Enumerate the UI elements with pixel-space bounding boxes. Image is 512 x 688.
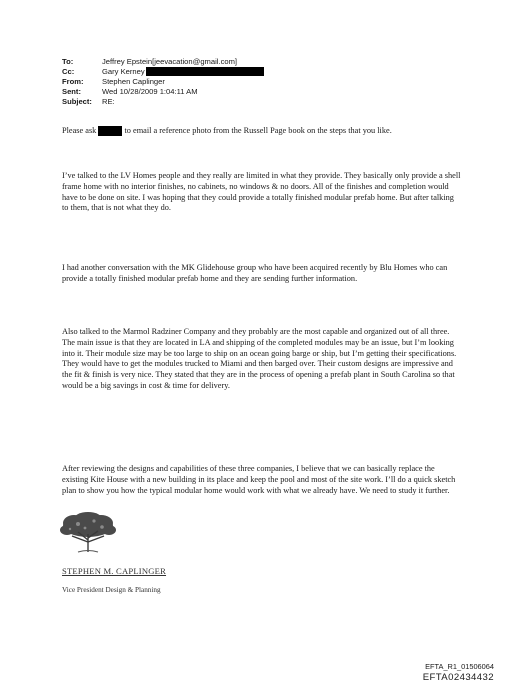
email-header <box>62 57 264 107</box>
sent-row <box>62 87 264 97</box>
bates-number-small: EFTA_R1_01506064 <box>425 662 494 671</box>
subject-value: RE: <box>102 97 115 106</box>
cc-row <box>62 67 264 77</box>
paragraph-1 <box>62 126 392 137</box>
signature-title: Vice President Design & Planning <box>62 586 161 594</box>
oak-tree-icon <box>60 512 116 554</box>
paragraph-3: I had another conversation with the MK Glidehouse group who have been acquired recently by Blu Homes who can provide a totally finished modular prefab home and they are sending further information. <box>62 263 448 283</box>
to-value: Jeffrey Epstein[jeevacation@gmail.com] <box>102 57 238 66</box>
paragraph-4: Also talked to the Marmol Radziner Company and they probably are the most capable and organized out of all three. The main issue is that they are located in LA and shipping of the completed modules may be an issue, but I’m looking into it. Their module size may be too large to ship on an ocean going barge or ship, but I’m getting their specifications. They would have to get the modules trucked to Miami and then barged over. Their custom designs are impressive and the fit & finish is very nice. They stated that they are in the process of opening a prefab plant in South Carolina so that would be a big savings in cost & time for delivery. <box>62 327 457 390</box>
sent-label: Sent: <box>62 87 81 96</box>
subject-row <box>62 97 264 107</box>
paragraph-5: After reviewing the designs and capabilities of these three companies, I believe that we can basically replace the existing Kite House with a new building in its place and keep the pool and most of the site work. I’ll do a quick sketch plan to show you how the typical modular home would work with what we already have. We need to study it further. <box>62 464 456 495</box>
from-value: Stephen Caplinger <box>102 77 165 86</box>
paragraph-1-before: Please ask <box>62 126 97 135</box>
body-redaction <box>98 126 122 136</box>
paragraph-1-after: to email a reference photo from the Russell Page book on the steps that you like. <box>122 126 392 135</box>
sent-value: Wed 10/28/2009 1:04:11 AM <box>102 87 198 96</box>
from-row <box>62 77 264 87</box>
to-label: To: <box>62 57 74 66</box>
from-label: From: <box>62 77 84 86</box>
bates-number-large: EFTA02434432 <box>422 672 494 683</box>
cc-redaction <box>146 67 264 76</box>
paragraph-2: I’ve talked to the LV Homes people and they really are limited in what they provide. They basically only provide a shell frame home with no interior finishes, no cabinets, no windows & no doors. All of the finishes and completion would have to be done on site. I was hoping that they could provide a totally finished modular prefab home. But after talking to them, that is not what they do. <box>62 171 461 213</box>
to-row <box>62 57 264 67</box>
subject-label: Subject: <box>62 97 92 106</box>
cc-label: Cc: <box>62 67 75 76</box>
signature-name: STEPHEN M. CAPLINGER <box>62 566 167 576</box>
cc-value: Gary Kerney <box>102 67 145 76</box>
